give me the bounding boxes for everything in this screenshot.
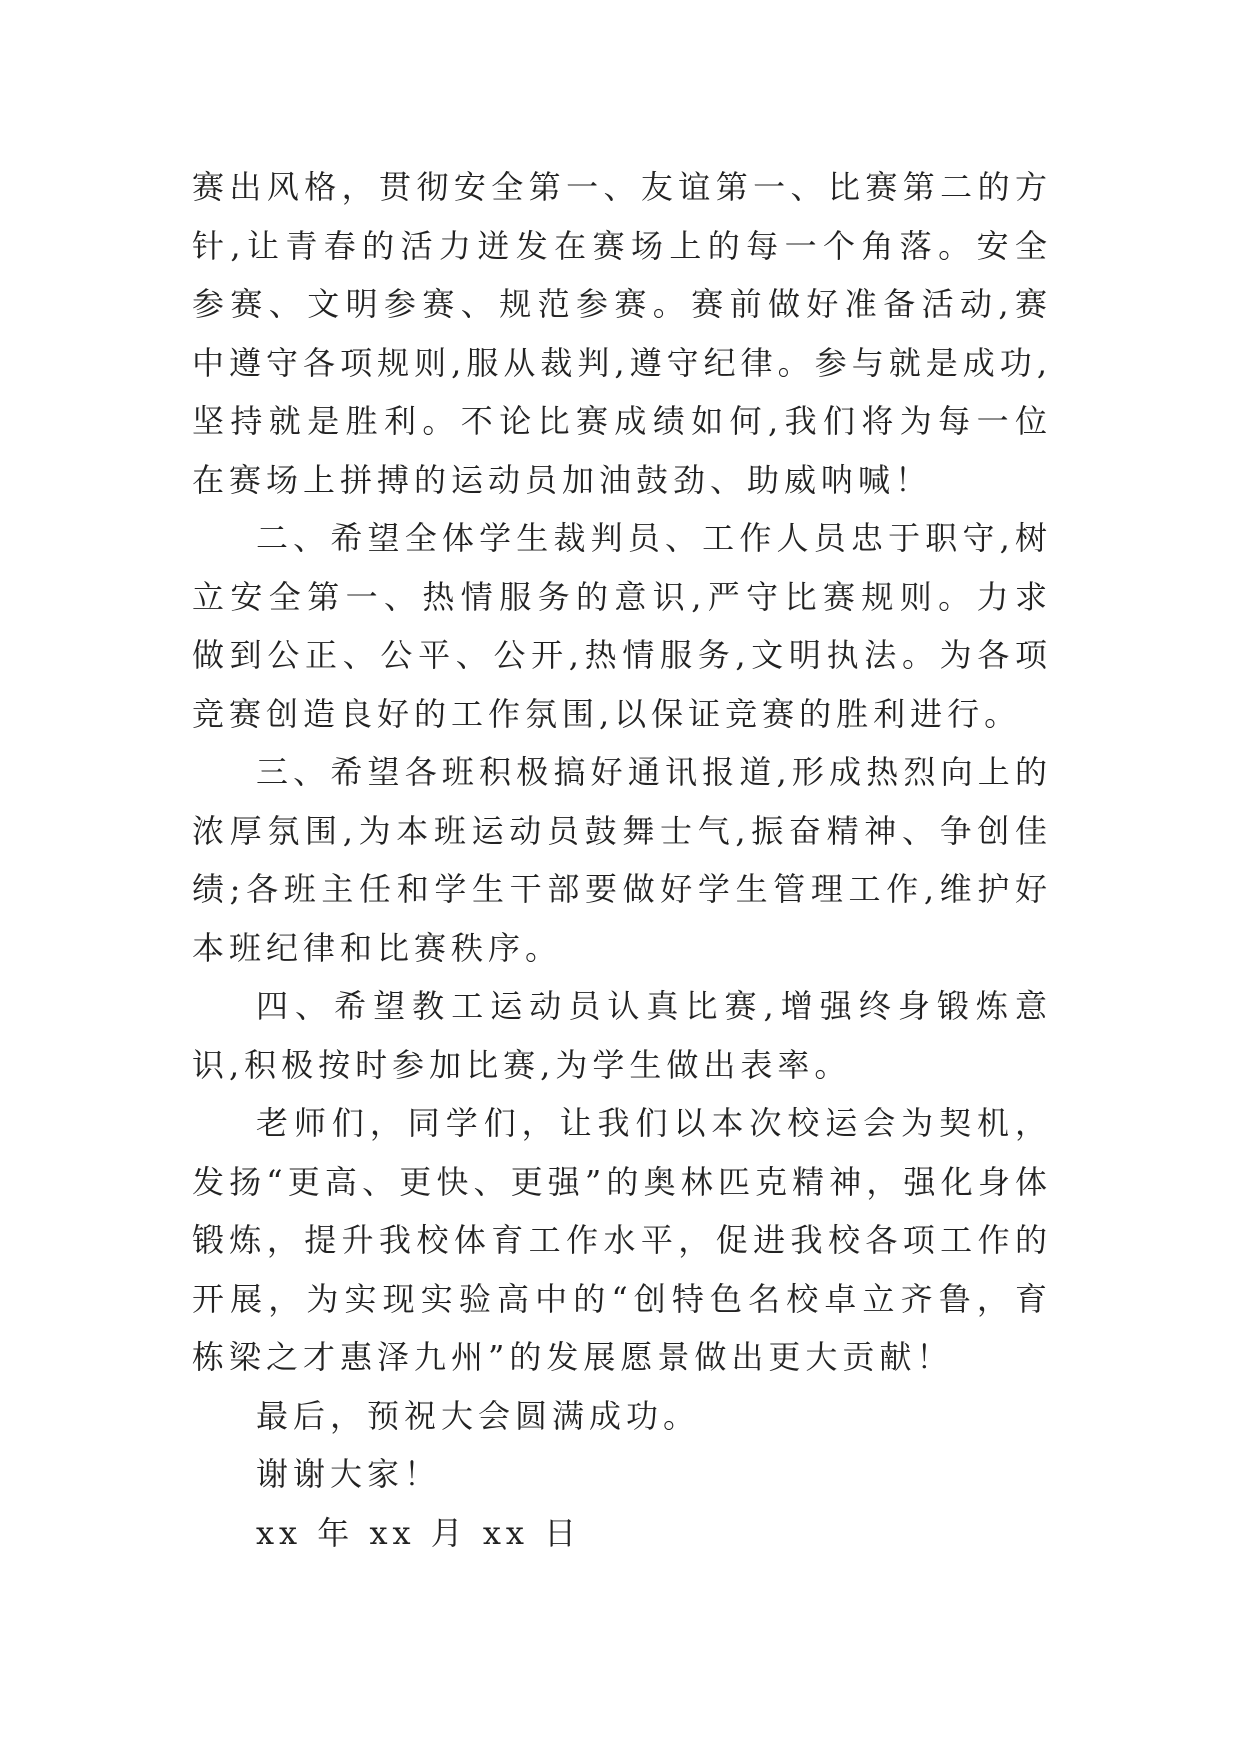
document-date: xx 年 xx 月 xx 日: [256, 1513, 582, 1552]
paragraph-thanks: 谢谢大家！: [256, 1455, 442, 1493]
document-body: [192, 158, 1052, 1562]
paragraph-continuation: 赛出风格，贯彻安全第一、友谊第一、比赛第二的方针,让青春的活力迸发在赛场上的每一个角落。安全参赛、文明参赛、规范参赛。赛前做好准备活动,赛中遵守各项规则,服从裁判,遵守纪律。参与就是成功,坚持就是胜利。不论比赛成绩如何,我们将为每一位在赛场上拼搏的运动员加油鼓劲、助威呐喊！: [192, 168, 1052, 499]
paragraph-item-two: 二、希望全体学生裁判员、工作人员忠于职守,树立安全第一、热情服务的意识,严守比赛规则。力求做到公正、公平、公开,热情服务,文明执法。为各项竞赛创造良好的工作氛围,以保证竞赛的胜利进行。: [192, 519, 1052, 733]
paragraph-closing-appeal: 老师们，同学们，让我们以本次校运会为契机，发扬“更高、更快、更强”的奥林匹克精神，强化身体锻炼，提升我校体育工作水平，促进我校各项工作的开展，为实现实验高中的“创特色名校卓立齐鲁，育栋梁之才惠泽九州”的发展愿景做出更大贡献！: [192, 1104, 1052, 1376]
paragraph-item-four: 四、希望教工运动员认真比赛,增强终身锻炼意识,积极按时参加比赛,为学生做出表率。: [192, 987, 1052, 1084]
paragraph-wish: 最后，预祝大会圆满成功。: [256, 1396, 701, 1435]
paragraph-item-three: 三、希望各班积极搞好通讯报道,形成热烈向上的浓厚氛围,为本班运动员鼓舞士气,振奋精神、争创佳绩;各班主任和学生干部要做好学生管理工作,维护好本班纪律和比赛秩序。: [192, 753, 1052, 967]
